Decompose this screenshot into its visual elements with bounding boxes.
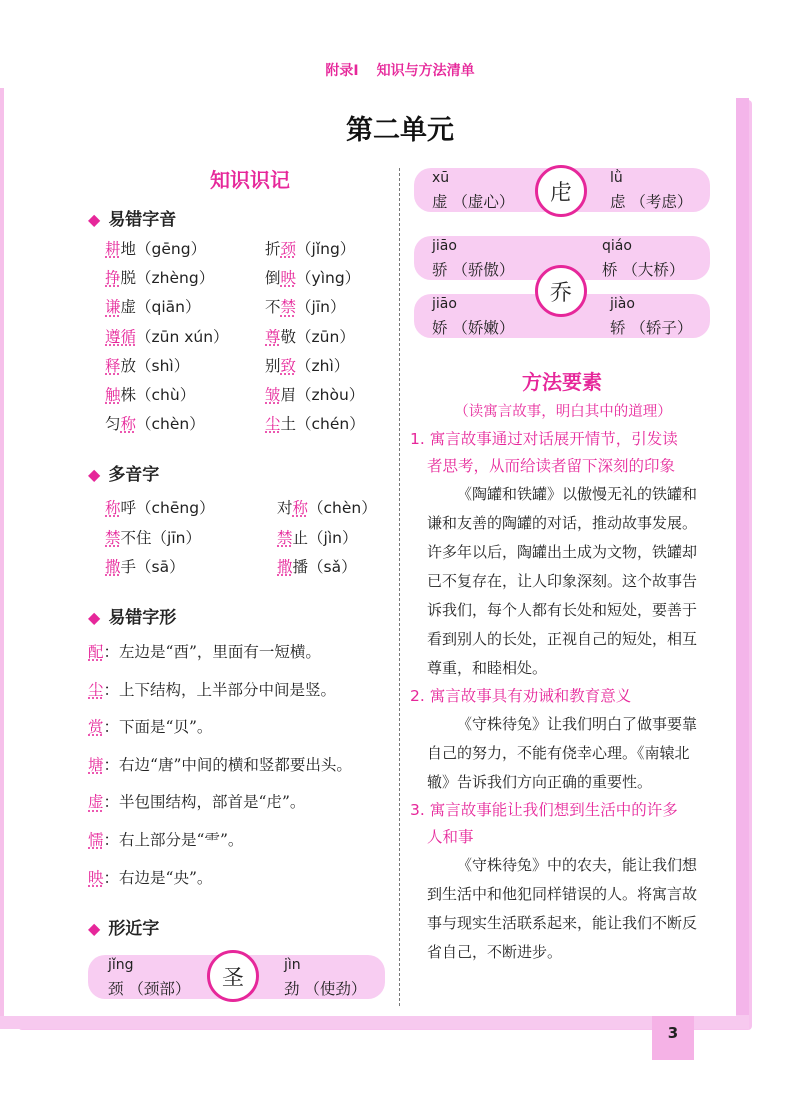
entry-pinyin: （jǐng） bbox=[296, 240, 356, 258]
glyph-char: 映 bbox=[88, 868, 104, 887]
page-left-edge bbox=[0, 88, 4, 1016]
page-shadow-right bbox=[735, 98, 749, 1028]
entry-char: 土 bbox=[280, 415, 297, 434]
similar-heading bbox=[88, 914, 159, 939]
entry-char: 地 bbox=[120, 240, 137, 258]
header-appendix: 附录Ⅰ bbox=[325, 63, 359, 79]
word: 颈 （颈部） bbox=[108, 980, 191, 998]
pronunciation-entry bbox=[105, 352, 229, 381]
polyphone-title: 多音字 bbox=[108, 465, 160, 485]
entry-pinyin: （chēng） bbox=[136, 499, 215, 517]
entry-highlight: 致 bbox=[280, 356, 297, 375]
glyph-entry bbox=[88, 640, 398, 678]
entry-char: 放 bbox=[120, 356, 137, 375]
entry-highlight: 撒 bbox=[105, 558, 121, 576]
method-heading-line: 者思考，从而给读者留下深刻的印象 bbox=[427, 457, 676, 475]
pinyin: jiāo bbox=[432, 296, 457, 312]
glyph-entry bbox=[88, 866, 398, 904]
page-number: 3 bbox=[667, 1024, 679, 1042]
entry-char: 眉 bbox=[280, 385, 297, 404]
entry-highlight: 皱 bbox=[265, 385, 281, 404]
entry-char: 止 bbox=[292, 528, 309, 547]
entry-char: 手 bbox=[120, 558, 137, 576]
similar-radical-circle: 圣 bbox=[207, 950, 259, 1002]
entry-char: 不住 bbox=[120, 528, 152, 547]
entry-highlight: 耕 bbox=[105, 240, 121, 258]
pronunciation-entry bbox=[105, 235, 229, 264]
glyph-note: ：右边“唐”中间的横和竖都要出头。 bbox=[103, 755, 352, 774]
word: 虑 （考虑） bbox=[610, 193, 693, 211]
pronunciation-list-right bbox=[265, 235, 365, 439]
pronunciation-entry bbox=[277, 524, 377, 554]
entry-highlight: 称 bbox=[120, 415, 137, 434]
pronunciation-entry bbox=[105, 323, 229, 352]
entry-pinyin: （chù） bbox=[136, 385, 196, 404]
entry-highlight: 称 bbox=[292, 499, 309, 517]
similar-title: 形近字 bbox=[108, 919, 160, 939]
glyph-note: ：右边是“央”。 bbox=[103, 868, 213, 887]
entry-pinyin: （zhèng） bbox=[136, 269, 215, 288]
entry-char: 呼 bbox=[120, 499, 137, 517]
pronunciation-entry bbox=[105, 293, 229, 322]
similar-radical-circle: 乔 bbox=[535, 265, 587, 317]
entry-char: 不 bbox=[265, 298, 281, 317]
running-header bbox=[0, 60, 800, 80]
word: 骄 （骄傲） bbox=[432, 261, 515, 279]
pronunciation-entry bbox=[105, 410, 229, 439]
pinyin: jǐng bbox=[108, 957, 134, 973]
entry-pinyin: （chèn） bbox=[308, 499, 377, 517]
pronunciation-entry bbox=[277, 553, 377, 583]
pinyin: xū bbox=[432, 170, 450, 186]
pronunciation-entry bbox=[265, 264, 365, 293]
pronunciation-entry bbox=[105, 381, 229, 410]
entry-char: 虚 bbox=[120, 298, 137, 317]
glyph-entry bbox=[88, 790, 398, 828]
pronunciation-entry bbox=[265, 293, 365, 322]
diamond-icon: ◆ bbox=[88, 465, 101, 484]
entry-char: 株 bbox=[120, 385, 137, 404]
method-item-body: 《陶罐和铁罐》以傲慢无礼的铁罐和谦和友善的陶罐的对话，推动故事发展。许多年以后，陶罐出土成为文物，铁罐却已不复存在，让人印象深刻。这个故事告诉我们，每个人都有长处和短处，要善于看到别人的长处，正视自己的短处，相互尊重，和睦相处。 bbox=[427, 485, 698, 677]
diamond-icon: ◆ bbox=[88, 919, 101, 938]
entry-pinyin: （sā） bbox=[136, 558, 185, 576]
diamond-icon: ◆ bbox=[88, 608, 101, 627]
entry-pinyin: （sǎ） bbox=[308, 558, 357, 576]
glyph-note: ：下面是“贝”。 bbox=[103, 718, 213, 737]
glyph-entry bbox=[88, 715, 398, 753]
column-divider bbox=[399, 168, 400, 1006]
entry-char: 对 bbox=[277, 499, 293, 517]
entry-highlight: 尘 bbox=[265, 415, 281, 434]
pinyin: jiào bbox=[610, 296, 635, 312]
glyph-list bbox=[88, 640, 398, 903]
pronunciation-title: 易错字音 bbox=[108, 210, 177, 230]
glyph-note: ：半包围结构，部首是“虍”。 bbox=[103, 793, 306, 812]
pronunciation-entry bbox=[265, 323, 365, 352]
method-title: 方法要素 bbox=[522, 370, 602, 394]
pronunciation-heading bbox=[88, 205, 176, 230]
pinyin: qiáo bbox=[602, 238, 632, 254]
glyph-note: ：上下结构，上半部分中间是竖。 bbox=[103, 680, 337, 699]
word: 劲 （使劲） bbox=[284, 980, 367, 998]
unit-title: 第二单元 bbox=[346, 115, 454, 146]
pronunciation-entry bbox=[277, 494, 377, 524]
word: 娇 （娇嫩） bbox=[432, 319, 515, 337]
pinyin: jiāo bbox=[432, 238, 457, 254]
pronunciation-entry bbox=[105, 494, 215, 524]
entry-pinyin: （qiān） bbox=[136, 298, 201, 317]
glyph-note: ：左边是“酉”，里面有一短横。 bbox=[103, 643, 321, 661]
polyphone-heading bbox=[88, 460, 159, 485]
pinyin: jìn bbox=[284, 957, 301, 973]
entry-char: 倒 bbox=[265, 269, 281, 288]
entry-pinyin: （gēng） bbox=[136, 240, 207, 258]
pronunciation-entry bbox=[265, 410, 365, 439]
page-shadow-bottom bbox=[0, 1015, 749, 1029]
entry-highlight: 禁 bbox=[280, 298, 297, 317]
entry-highlight: 挣 bbox=[105, 269, 121, 288]
entry-highlight: 谦 bbox=[105, 298, 121, 317]
entry-highlight: 尊 bbox=[265, 327, 281, 346]
entry-pinyin: （zūn） bbox=[296, 327, 355, 346]
pronunciation-entry bbox=[265, 352, 365, 381]
entry-pinyin: （zhì） bbox=[296, 356, 350, 375]
entry-pinyin: （zūn xún） bbox=[136, 327, 229, 346]
entry-char: 脱 bbox=[120, 269, 137, 288]
pronunciation-entry bbox=[105, 264, 229, 293]
entry-highlight: 遵循 bbox=[105, 327, 137, 346]
entry-char: 匀 bbox=[105, 415, 121, 434]
glyph-char: 赏 bbox=[88, 718, 104, 737]
glyph-note: ：右上部分是“⻗”。 bbox=[103, 830, 244, 849]
entry-highlight: 映 bbox=[280, 269, 297, 288]
pronunciation-entry bbox=[105, 553, 215, 583]
entry-pinyin: （jīn） bbox=[296, 298, 346, 317]
similar-radical-circle: 虍 bbox=[535, 165, 587, 217]
entry-highlight: 释 bbox=[105, 356, 121, 375]
entry-char: 敬 bbox=[280, 327, 297, 346]
method-heading-line: 1. 寓言故事通过对话展开情节，引发读 bbox=[410, 430, 678, 448]
method-list bbox=[410, 426, 712, 967]
word: 虚 （虚心） bbox=[432, 193, 515, 211]
entry-pinyin: （yìng） bbox=[296, 269, 361, 288]
glyph-heading bbox=[88, 603, 176, 628]
entry-pinyin: （jìn） bbox=[308, 528, 358, 547]
entry-highlight: 禁 bbox=[105, 528, 121, 547]
diamond-icon: ◆ bbox=[88, 210, 101, 229]
glyph-title: 易错字形 bbox=[108, 608, 177, 628]
entry-highlight: 称 bbox=[105, 499, 121, 517]
glyph-entry bbox=[88, 753, 398, 791]
method-item-body: 《守株待兔》中的农夫，能让我们想到生活中和他犯同样错误的人。将寓言故事与现实生活联系起来，能让我们不断反省自己，不断进步。 bbox=[427, 856, 698, 961]
knowledge-title: 知识识记 bbox=[210, 168, 290, 192]
entry-pinyin: （jīn） bbox=[151, 528, 201, 547]
entry-pinyin: （zhòu） bbox=[296, 385, 365, 404]
glyph-char: 懦 bbox=[88, 830, 104, 849]
method-item-heading bbox=[410, 797, 712, 851]
entry-char: 播 bbox=[292, 558, 309, 576]
glyph-entry bbox=[88, 828, 398, 866]
method-item-heading bbox=[410, 426, 712, 480]
entry-highlight: 触 bbox=[105, 385, 121, 404]
method-item-heading bbox=[410, 683, 712, 710]
pronunciation-entry bbox=[265, 381, 365, 410]
entry-pinyin: （chèn） bbox=[136, 415, 205, 434]
method-heading-line: 3. 寓言故事能让我们想到生活中的许多 bbox=[410, 801, 678, 819]
pinyin: lǜ bbox=[610, 170, 623, 186]
header-title: 知识与方法清单 bbox=[376, 63, 475, 79]
method-subtitle: （读寓言故事，明白其中的道理） bbox=[454, 404, 672, 420]
pronunciation-list-left bbox=[105, 235, 229, 439]
glyph-char: 配 bbox=[88, 643, 104, 661]
entry-pinyin: （shì） bbox=[136, 356, 190, 375]
entry-char: 折 bbox=[265, 240, 281, 258]
entry-highlight: 禁 bbox=[277, 528, 293, 547]
word: 轿 （轿子） bbox=[610, 319, 693, 337]
glyph-char: 塘 bbox=[88, 755, 104, 774]
entry-pinyin: （chén） bbox=[296, 415, 365, 434]
polyphone-list-left bbox=[105, 494, 215, 583]
entry-char: 别 bbox=[265, 356, 281, 375]
method-heading-line: 2. 寓言故事具有劝诫和教育意义 bbox=[410, 687, 632, 705]
glyph-char: 尘 bbox=[88, 680, 104, 699]
polyphone-list-right bbox=[277, 494, 377, 583]
word: 桥 （大桥） bbox=[602, 261, 685, 279]
method-item-body: 《守株待兔》让我们明白了做事要靠自己的努力，不能有侥幸心理。《南辕北辙》告诉我们方向正确的重要性。 bbox=[427, 715, 698, 791]
entry-highlight: 颈 bbox=[280, 240, 297, 258]
entry-highlight: 撒 bbox=[277, 558, 293, 576]
method-heading-line: 人和事 bbox=[427, 828, 474, 846]
pronunciation-entry bbox=[265, 235, 365, 264]
glyph-char: 虚 bbox=[88, 793, 104, 812]
pronunciation-entry bbox=[105, 524, 215, 554]
glyph-entry bbox=[88, 678, 398, 716]
